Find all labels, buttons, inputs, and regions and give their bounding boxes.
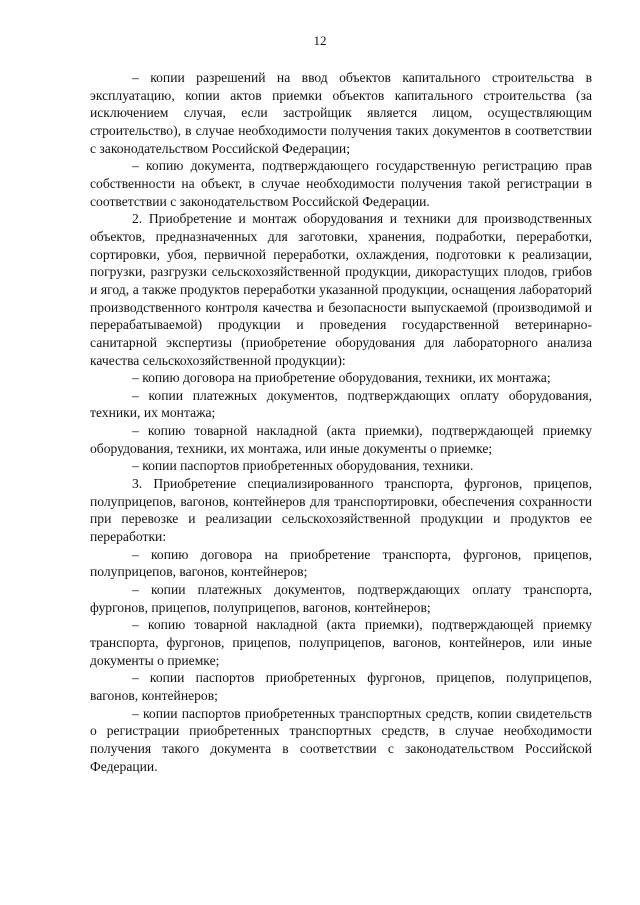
paragraph-trailer-passports: – копии паспортов приобретенных фургонов, прицепов, полуприцепов, вагонов, контейнеров;: [90, 670, 592, 703]
paragraph-equipment-passports: – копии паспортов приобретенных оборудования, техники.: [132, 458, 474, 474]
paragraph-ownership-registration: – копию документа, подтверждающего государственную регистрацию прав собственности на объект, в случае необходимости получения такой регистрации в соответствии с законодательством Российской Федерации.: [90, 158, 592, 209]
paragraph-vehicle-passports: – копии паспортов приобретенных транспортных средств, копии свидетельств о регистрации приобретенных транспортных средств, в случае необходимости получения такого документа в соответствии с законодательством Российской Федерации.: [90, 705, 592, 774]
paragraph-item-2-equipment: 2. Приобретение и монтаж оборудования и техники для производственных объектов, предназначенных для заготовки, хранения, подработки, переработки, сортировки, убоя, первичной переработки, охлаждения, подготовки к реализации, погрузки, разгрузки сельскохозяйственной продукции, дикорастущих плодов, грибов и ягод, а также продуктов переработки указанной продукции, оснащения лабораторий производственного контроля качества и безопасности выпускаемой (производимой и перерабатываемой) продукции и проведения государственной ветеринарно-санитарной экспертизы (приобретение оборудования для лабораторного анализа качества сельскохозяйственной продукции):: [90, 211, 592, 368]
document-body: [90, 69, 592, 775]
paragraph-item-3-transport: 3. Приобретение специализированного транспорта, фургонов, прицепов, полуприцепов, вагонов, контейнеров для транспортировки, обеспечения сохранности при перевозке и реализации сельскохозяйственной продукции и продуктов ее переработки:: [90, 476, 592, 545]
paragraph-transport-contract: – копию договора на приобретение транспорта, фургонов, прицепов, полуприцепов, вагонов, контейнеров;: [90, 546, 592, 580]
paragraph-equipment-waybill: – копию товарной накладной (акта приемки), подтверждающей приемку оборудования, техники, их монтажа, или иные документы о приемке;: [90, 423, 592, 456]
paragraph-commissioning-permits: – копии разрешений на ввод объектов капитального строительства в эксплуатацию, копии актов приемки объектов капитального строительства (за исключением случая, если застройщик является лицом, осуществляющим строительство), в случае необходимости получения таких документов в соответствии с законодательством Российской Федерации;: [90, 70, 592, 156]
paragraph-equipment-contract: – копию договора на приобретение оборудования, техники, их монтажа;: [132, 370, 551, 386]
paragraph-transport-payments: – копии платежных документов, подтверждающих оплату транспорта, фургонов, прицепов, полуприцепов, вагонов, контейнеров;: [90, 582, 592, 615]
paragraph-equipment-payments: – копии платежных документов, подтверждающих оплату оборудования, техники, их монтажа;: [90, 387, 592, 421]
page-number: 12: [313, 33, 327, 48]
paragraph-transport-waybill: – копию товарной накладной (акта приемки), подтверждающей приемку транспорта, фургонов, прицепов, полуприцепов, вагонов, контейнеров, или иные документы о приемке;: [90, 617, 592, 668]
